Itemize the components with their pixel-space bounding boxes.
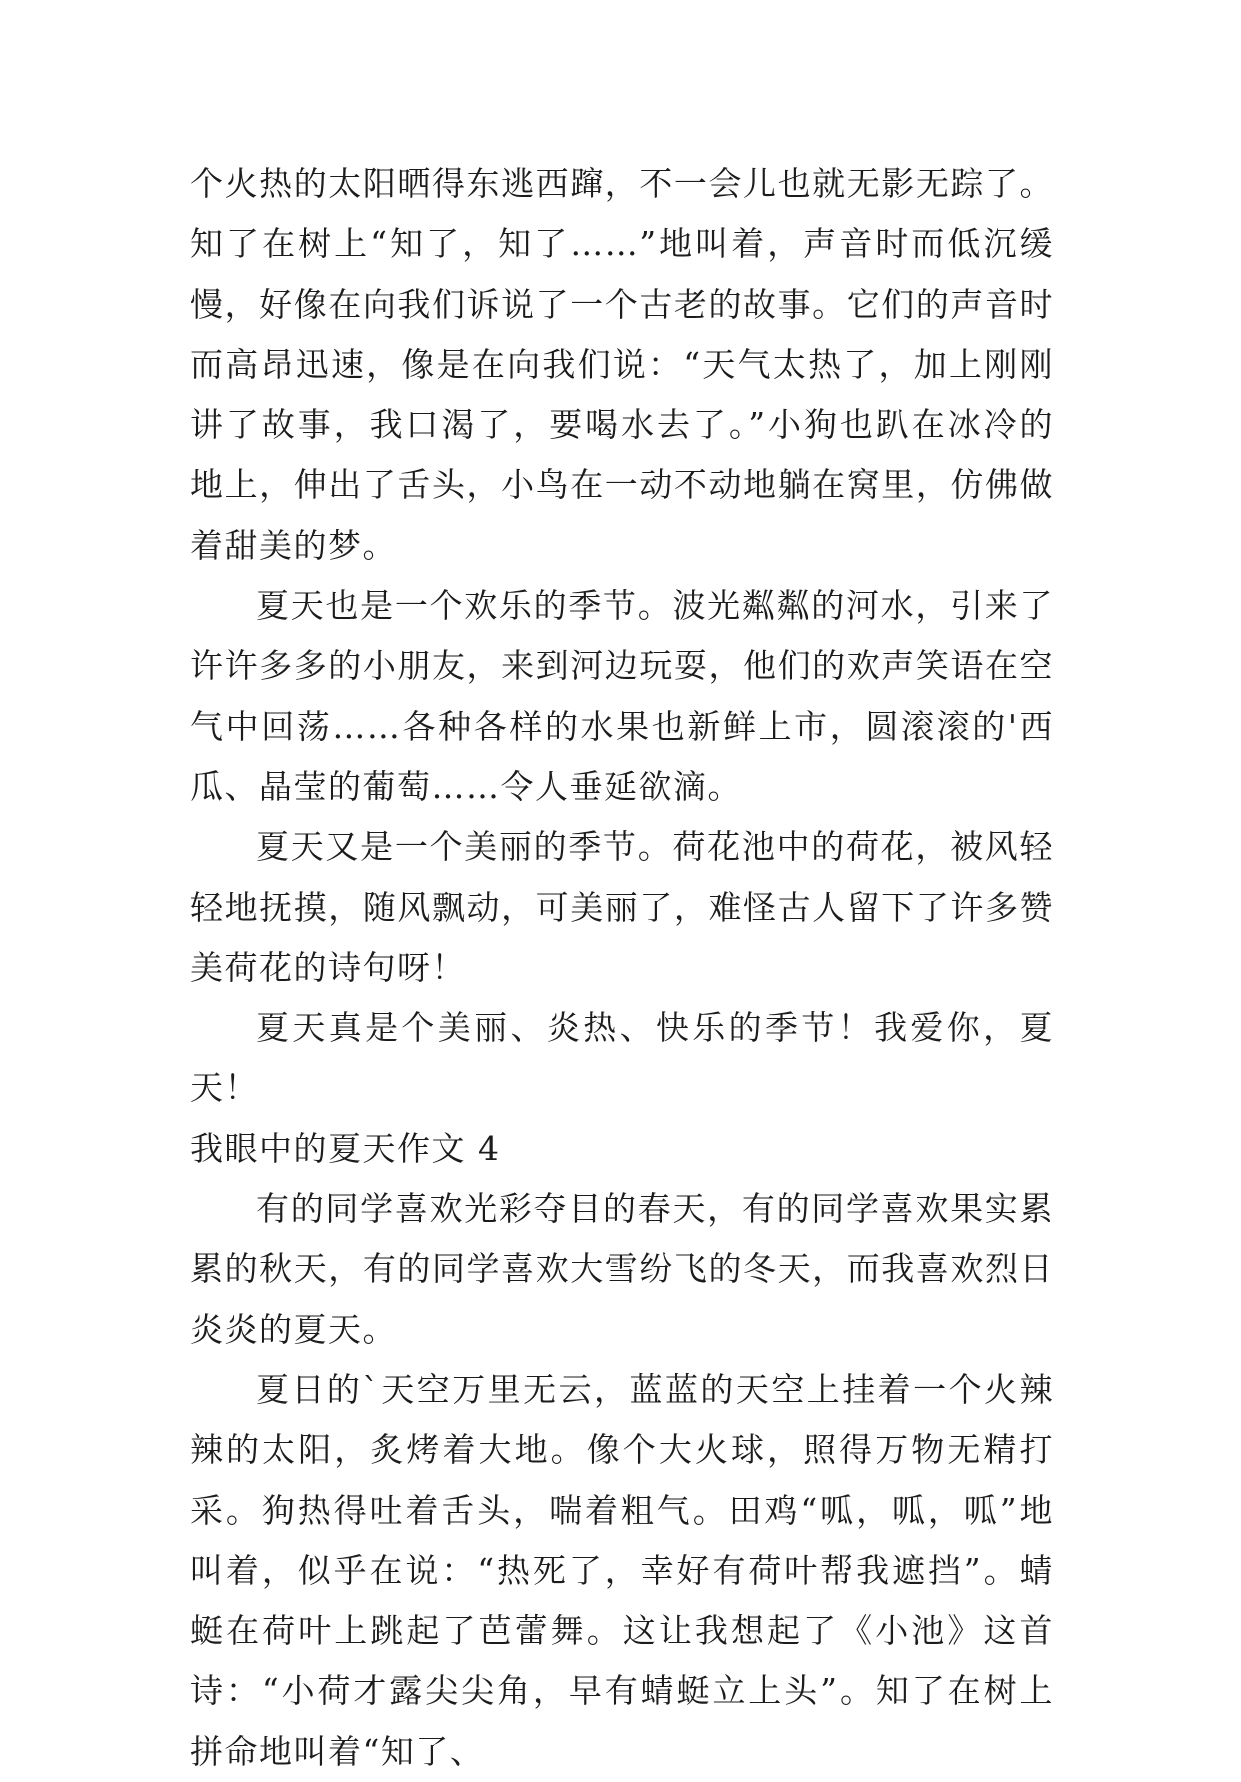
- document-body: [190, 154, 1054, 1782]
- essay-section-title: 我眼中的夏天作文 4: [190, 1128, 501, 1168]
- paragraph-summer-day: 夏日的`天空万里无云，蓝蓝的天空上挂着一个火辣辣的太阳，炙烤着大地。像个大火球，照得万物无精打采。狗热得吐着舌头，喘着粗气。田鸡“呱，呱，呱”地叫着，似乎在说：“热死了，幸好有荷叶帮我遮挡”。蜻蜓在荷叶上跳起了芭蕾舞。这让我想起了《小池》这首诗：“小荷才露尖尖角，早有蜻蜓立上头”。知了在树上拼命地叫着“知了、: [190, 1369, 1054, 1771]
- paragraph-joyful-season: 夏天也是一个欢乐的季节。波光粼粼的河水，引来了许许多多的小朋友，来到河边玩耍，他们的欢声笑语在空气中回荡……各种各样的水果也新鲜上市，圆滚滚的'西瓜、晶莹的葡萄……令人垂延欲滴。: [190, 586, 1054, 806]
- paragraph-cicada-dog-bird: 个火热的太阳晒得东逃西蹿，不一会儿也就无影无踪了。知了在树上“知了，知了……”地叫着，声音时而低沉缓慢，好像在向我们诉说了一个古老的故事。它们的声音时而高昂迅速，像是在向我们说：“天气太热了，加上刚刚讲了故事，我口渴了，要喝水去了。”小狗也趴在冰冷的地上，伸出了舌头，小鸟在一动不动地躺在窝里，仿佛做着甜美的梦。: [190, 164, 1054, 565]
- paragraph-closing-exclamation: 夏天真是个美丽、炎热、快乐的季节！我爱你，夏天！: [190, 1008, 1054, 1108]
- paragraph-seasons-preference: 有的同学喜欢光彩夺目的春天，有的同学喜欢果实累累的秋天，有的同学喜欢大雪纷飞的冬天，而我喜欢烈日炎炎的夏天。: [190, 1189, 1054, 1349]
- paragraph-beautiful-season: 夏天又是一个美丽的季节。荷花池中的荷花，被风轻轻地抚摸，随风飘动，可美丽了，难怪古人留下了许多赞美荷花的诗句呀！: [190, 827, 1054, 987]
